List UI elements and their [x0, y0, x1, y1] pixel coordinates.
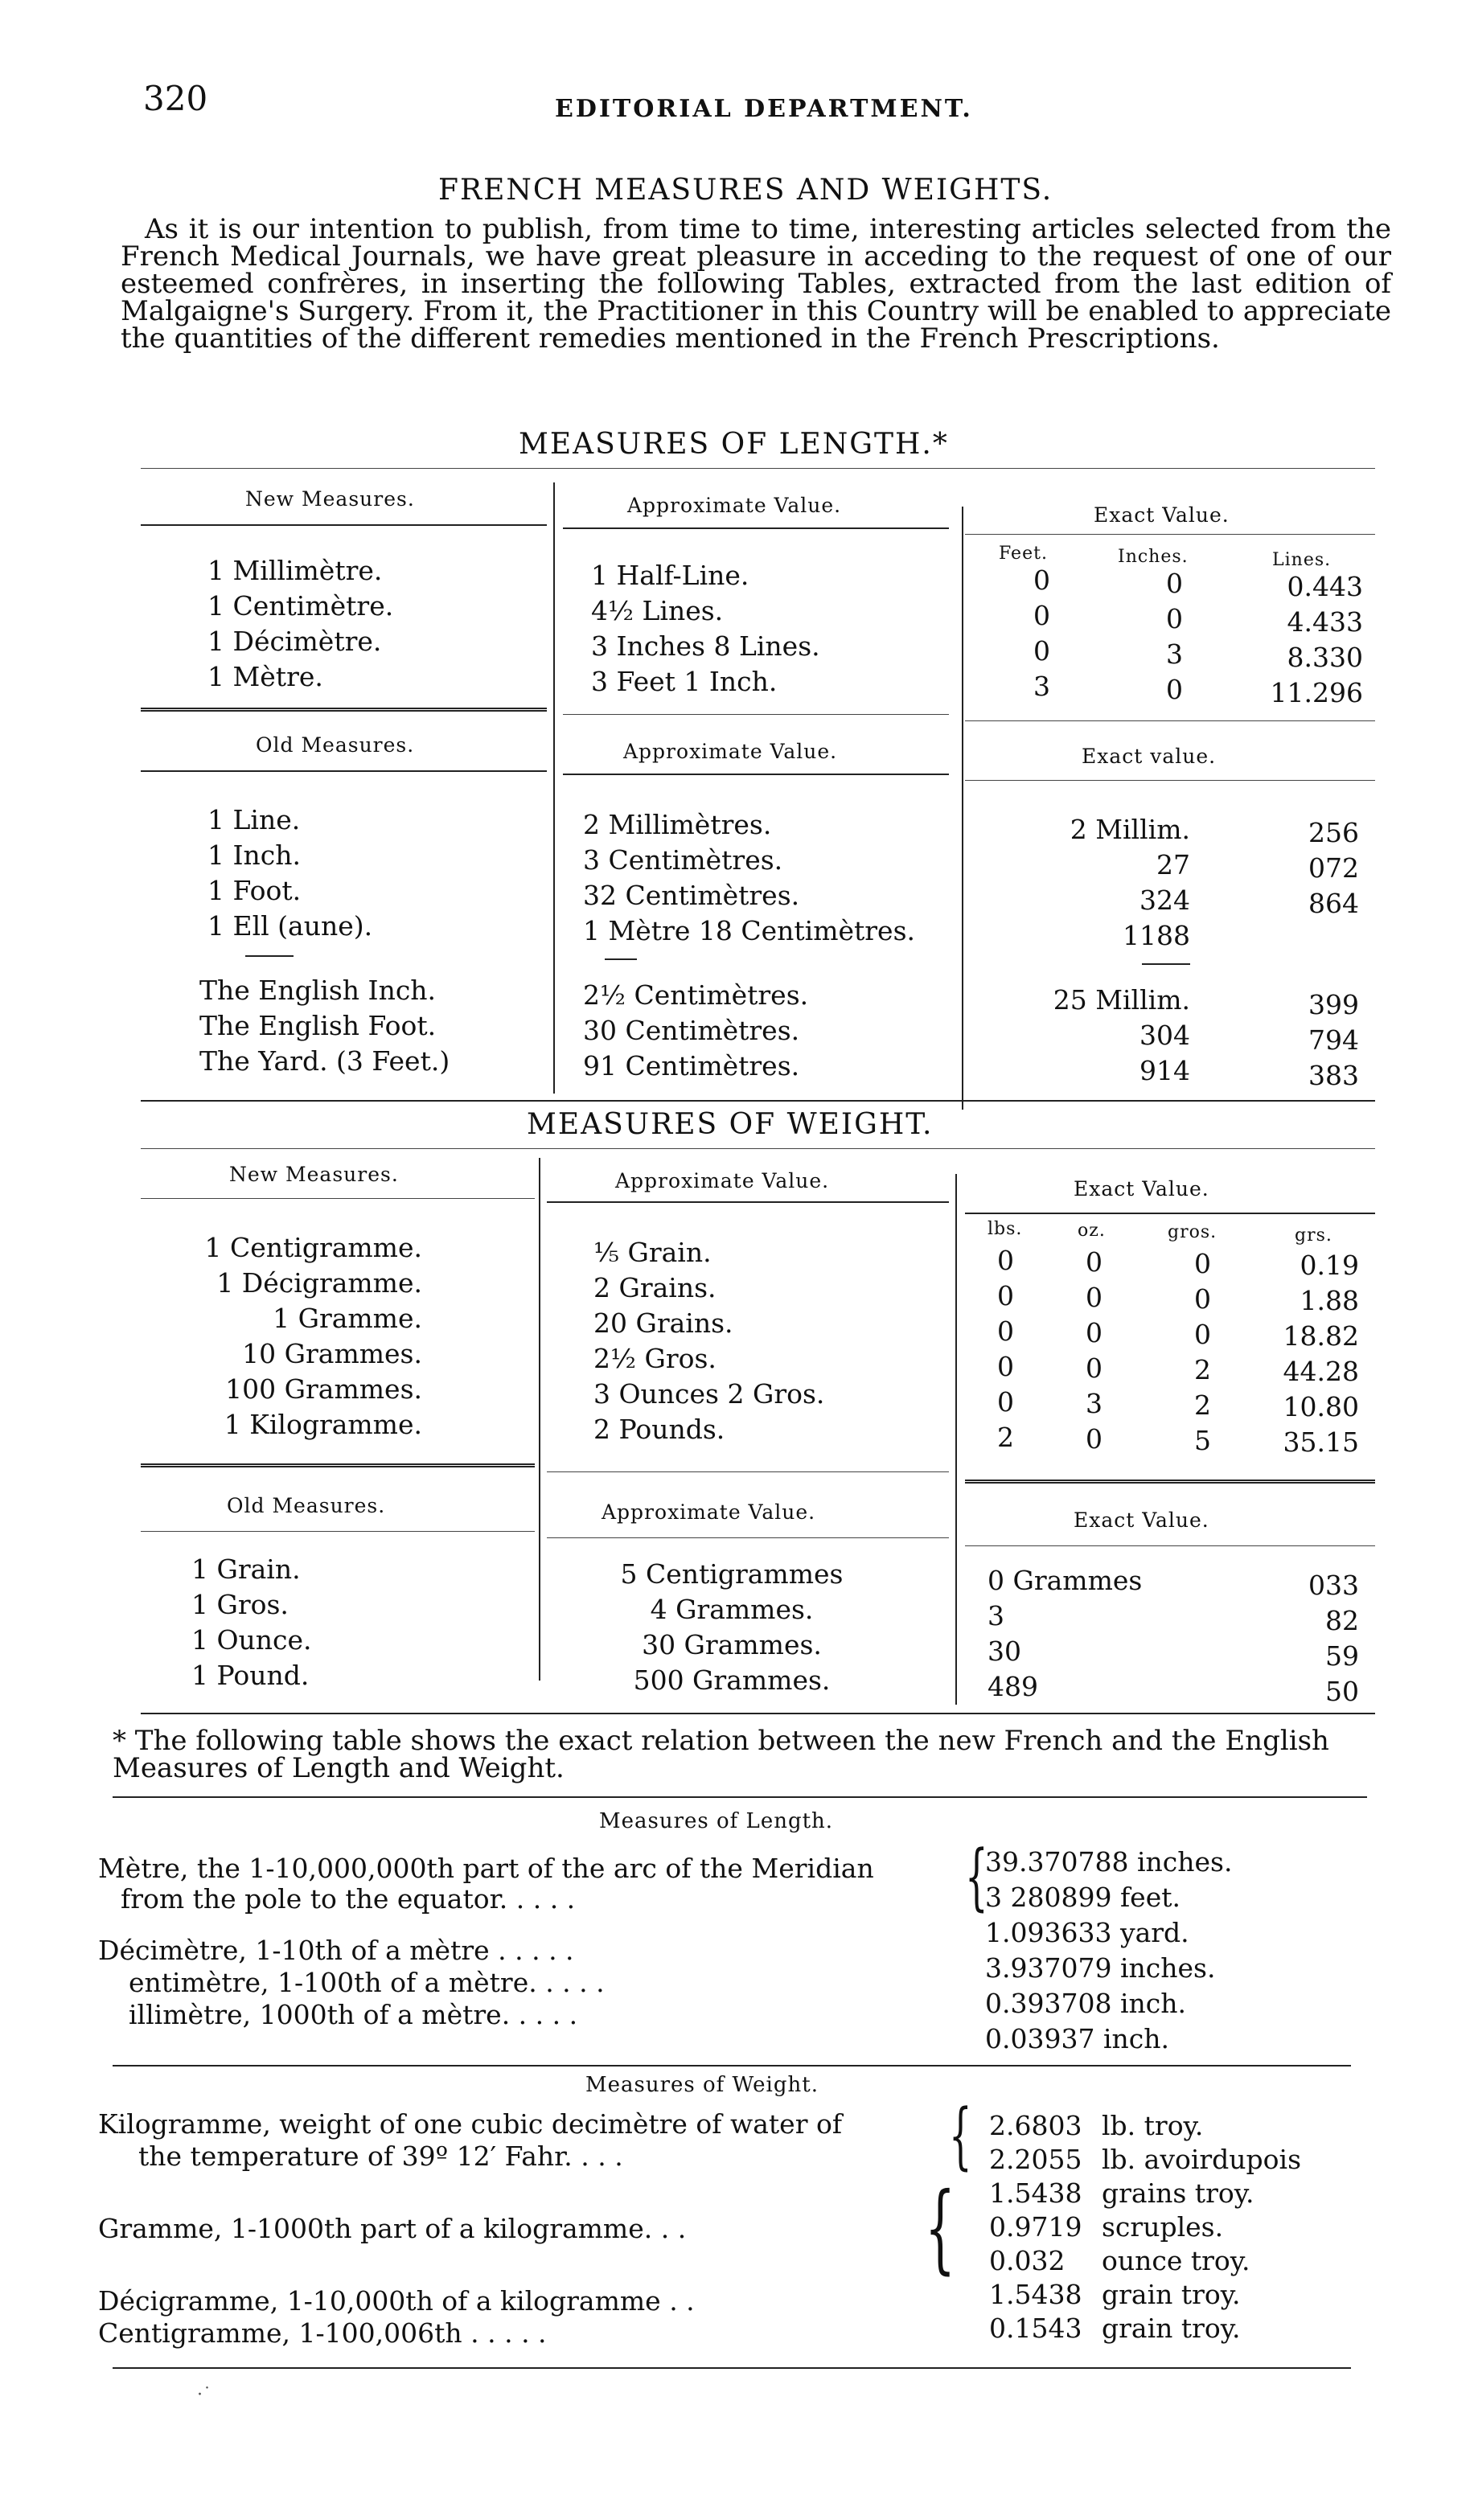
list-item: 1 Foot. — [207, 875, 302, 906]
list-item: 1.88 — [1300, 1285, 1359, 1316]
list-item: 18.82 — [1283, 1320, 1359, 1352]
length-sub-feet: Feet. — [999, 544, 1048, 564]
list-item: 0 — [1166, 603, 1183, 634]
list-item: 864 — [1308, 888, 1359, 919]
list-item: 11.296 — [1270, 677, 1363, 708]
value-unit: grain troy. — [1102, 2313, 1241, 2344]
stray-mark: ·˙ — [197, 2385, 211, 2405]
list-item — [985, 1952, 1232, 1988]
rel-weight-brace-2: { — [925, 2173, 956, 2284]
rel-weight-heading: Measures of Weight. — [585, 2073, 819, 2097]
list-item: 44.28 — [1283, 1356, 1359, 1387]
list-item: 27 — [1156, 849, 1190, 880]
list-item: 0 — [997, 1386, 1014, 1418]
list-item: 1 Mètre 18 Centimètres. — [583, 915, 915, 946]
list-item — [985, 1846, 1232, 1882]
list-item: 383 — [1308, 1060, 1359, 1091]
weight-grs-col — [1263, 1248, 1359, 1460]
list-item: 0 — [1086, 1423, 1102, 1455]
length-english-names — [199, 973, 450, 1079]
list-item: 0 — [1166, 568, 1183, 599]
list-item: 0 — [1194, 1248, 1211, 1279]
list-item: 1 Ell (aune). — [207, 910, 373, 942]
weight-approx-head: Approximate Value. — [615, 1169, 830, 1192]
list-item: 4 Grammes. — [650, 1594, 814, 1625]
value-unit: grain troy. — [1102, 2279, 1241, 2310]
rel-length-line-4: entimètre, 1-100th of a mètre. . . . . — [129, 1967, 605, 1998]
list-item: 3 Inches 8 Lines. — [591, 630, 820, 662]
list-item: 3 — [1166, 638, 1183, 670]
list-item: 3 Centimètres. — [583, 844, 783, 876]
rel-length-heading: Measures of Length. — [599, 1809, 834, 1833]
list-item: The English Foot. — [199, 1010, 437, 1041]
list-item: 3 — [988, 1600, 1004, 1631]
length-heading: MEASURES OF LENGTH.* — [519, 428, 949, 461]
list-item: 072 — [1308, 852, 1359, 884]
weight-old-approx-head: Approximate Value. — [602, 1500, 816, 1524]
rel-weight-line-4: Décigramme, 1-10,000th of a kilogramme . . — [98, 2285, 695, 2317]
list-item: 2 Millim. — [1070, 814, 1190, 845]
rel-weight-brace-1: { — [949, 2094, 972, 2178]
length-old-approx-head: Approximate Value. — [623, 740, 838, 763]
list-item: 10 Grammes. — [242, 1338, 422, 1369]
list-item: 2 Grains. — [593, 1272, 717, 1303]
value-num: 0.03937 — [985, 2023, 1095, 2054]
list-item: 2½ Centimètres. — [583, 979, 809, 1011]
list-item: 91 Centimètres. — [583, 1050, 800, 1081]
list-item: 0 — [1194, 1319, 1211, 1350]
list-item: 30 Grammes. — [642, 1629, 822, 1660]
list-item: 82 — [1325, 1605, 1359, 1636]
list-item — [989, 2144, 1301, 2177]
list-item — [989, 2313, 1301, 2346]
list-item — [989, 2211, 1301, 2245]
list-item: 25 Millim. — [1053, 984, 1190, 1016]
length-old-head: Old Measures. — [256, 733, 415, 757]
list-item: 0 — [1033, 600, 1050, 631]
list-item: 1 Centimètre. — [207, 590, 394, 622]
list-item: 8.330 — [1287, 642, 1363, 673]
list-item: 2 — [1194, 1354, 1211, 1385]
list-item: 32 Centimètres. — [583, 880, 800, 911]
list-item: 1 Line. — [207, 804, 301, 835]
value-unit: lb. avoirdupois — [1102, 2144, 1302, 2175]
list-item: 20 Grains. — [593, 1307, 733, 1339]
list-item: 399 — [1308, 989, 1359, 1020]
list-item: 1 Half-Line. — [591, 560, 749, 591]
weight-gros-col — [1194, 1246, 1211, 1459]
weight-sub-lbs: lbs. — [988, 1219, 1023, 1239]
list-item: 1 Gramme. — [273, 1303, 422, 1334]
list-item — [989, 2177, 1301, 2211]
rel-weight-line-2: the temperature of 39º 12′ Fahr. . . . — [138, 2140, 623, 2172]
weight-old-exact-head: Exact Value. — [1074, 1508, 1209, 1532]
list-item — [989, 2245, 1301, 2279]
weight-heading: MEASURES OF WEIGHT. — [527, 1108, 934, 1141]
list-item: 0.443 — [1287, 571, 1363, 602]
value-num: 1.5438 — [989, 2279, 1082, 2310]
intro-text: As it is our intention to publish, from time to time, interesting articles selected from the French Medical Journals, we have great pleasure in acceding to the request of one of our esteemed confrères, in inserting the following Tables, extracted from the last edition of Malgaigne's Surgery. From it, the Practitioner in this Country will be enabled to appreciate the quantities of the different remedies mentioned in the French Prescriptions. — [121, 213, 1391, 355]
value-num: 0.9719 — [989, 2211, 1082, 2243]
list-item: 1 Kilogramme. — [224, 1409, 422, 1440]
length-old-approx — [583, 807, 915, 949]
rel-weight-values — [989, 2110, 1301, 2346]
value-num: 1.5438 — [989, 2177, 1082, 2209]
list-item: 0 — [997, 1351, 1014, 1382]
weight-new-head: New Measures. — [229, 1163, 399, 1186]
value-unit: inches. — [1119, 1952, 1216, 1984]
length-sub-lines: Lines. — [1272, 550, 1332, 570]
weight-old-exact-b — [1271, 1568, 1359, 1709]
length-new-names — [207, 553, 393, 695]
list-item: 304 — [1139, 1020, 1190, 1051]
list-item: 59 — [1325, 1640, 1359, 1672]
list-item: 3 Ounces 2 Gros. — [593, 1378, 825, 1410]
list-item: 1 Décigramme. — [216, 1267, 422, 1299]
list-item: 0 — [1086, 1317, 1102, 1348]
value-num: 0.032 — [989, 2245, 1066, 2276]
list-item: 0 — [1166, 674, 1183, 705]
value-unit: feet. — [1119, 1882, 1181, 1913]
list-item — [1271, 921, 1359, 957]
list-item: 794 — [1308, 1024, 1359, 1056]
list-item: ⅕ Grain. — [593, 1237, 712, 1268]
value-num: 3 280899 — [985, 1882, 1112, 1913]
list-item: 1 Pound. — [191, 1660, 310, 1691]
list-item: 0 — [1033, 564, 1050, 596]
list-item: 0 — [997, 1315, 1014, 1347]
value-num: 1.093633 — [985, 1917, 1112, 1948]
length-new-approx — [591, 558, 820, 700]
list-item: The Yard. (3 Feet.) — [199, 1045, 450, 1077]
length-approx-head: Approximate Value. — [627, 494, 842, 517]
rel-length-line-1: Mètre, the 1-10,000,000th part of the arc of the Meridian — [98, 1853, 874, 1884]
value-unit: scruples. — [1102, 2211, 1224, 2243]
list-item: 1 Millimètre. — [207, 555, 383, 586]
page-number: 320 — [143, 79, 208, 118]
list-item: 5 — [1194, 1425, 1211, 1456]
rel-length-line-3: Décimètre, 1-10th of a mètre . . . . . — [98, 1935, 574, 1966]
list-item: 1 Centigramme. — [204, 1232, 422, 1263]
list-item: 35.15 — [1283, 1426, 1359, 1458]
list-item: 3 — [1033, 671, 1050, 702]
list-item: 033 — [1308, 1570, 1359, 1601]
rel-length-line-5: illimètre, 1000th of a mètre. . . . . — [129, 1999, 578, 2030]
list-item: 2 — [997, 1422, 1014, 1453]
length-old-exact-head: Exact value. — [1082, 745, 1217, 768]
value-num: 2.6803 — [989, 2110, 1082, 2141]
length-inches-col — [1166, 566, 1183, 708]
value-unit: grains troy. — [1102, 2177, 1254, 2209]
intro-paragraph — [121, 213, 1391, 355]
list-item: 4.433 — [1287, 606, 1363, 638]
list-item: 324 — [1139, 884, 1190, 916]
list-item: 30 — [988, 1636, 1021, 1667]
list-item: 0 — [997, 1245, 1014, 1276]
list-item: 0 Grammes — [988, 1565, 1143, 1596]
value-num: 0.393708 — [985, 1988, 1112, 2019]
length-old-exact-a — [997, 812, 1190, 954]
value-num: 3.937079 — [985, 1952, 1112, 1984]
list-item: 256 — [1308, 817, 1359, 848]
list-item: 1 Ounce. — [191, 1624, 312, 1656]
length-new-head: New Measures. — [245, 487, 415, 511]
list-item — [989, 2110, 1301, 2144]
list-item — [989, 2279, 1301, 2313]
list-item: 10.80 — [1283, 1391, 1359, 1422]
value-unit: yard. — [1119, 1917, 1189, 1948]
list-item: 100 Grammes. — [225, 1373, 422, 1405]
weight-new-names — [157, 1230, 422, 1443]
rel-weight-line-1: Kilogramme, weight of one cubic decimètre of water of — [98, 2108, 843, 2140]
weight-sub-grs: grs. — [1295, 1225, 1332, 1246]
value-unit: inch. — [1119, 1988, 1187, 2019]
list-item: 0 — [1086, 1352, 1102, 1384]
weight-old-exact-a — [988, 1563, 1142, 1705]
rel-weight-line-3: Gramme, 1-1000th part of a kilogramme. . . — [98, 2213, 687, 2244]
list-item: 500 Grammes. — [633, 1664, 831, 1696]
list-item: 2 Pounds. — [593, 1414, 725, 1445]
length-sub-inches: Inches. — [1118, 547, 1189, 567]
list-item: 30 Centimètres. — [583, 1015, 800, 1046]
weight-sub-gros: gros. — [1168, 1222, 1217, 1242]
list-item: The English Inch. — [199, 975, 437, 1006]
article-title: FRENCH MEASURES AND WEIGHTS. — [438, 174, 1053, 207]
list-item: 0.19 — [1300, 1250, 1359, 1281]
list-item: 1188 — [1123, 920, 1190, 951]
weight-exact-head: Exact Value. — [1074, 1177, 1209, 1200]
footnote: * The following table shows the exact relation between the new French and the English Measures of Length and Weight. — [113, 1725, 1329, 1784]
length-english-exact-b — [1271, 987, 1359, 1094]
value-num: 2.2055 — [989, 2144, 1082, 2175]
weight-new-approx — [593, 1235, 824, 1447]
list-item — [985, 1882, 1232, 1917]
weight-old-names — [191, 1552, 312, 1693]
length-lines-col — [1263, 569, 1363, 711]
list-item: 4½ Lines. — [591, 595, 724, 626]
value-unit: ounce troy. — [1102, 2245, 1250, 2276]
list-item — [985, 1917, 1232, 1952]
list-item: 1 Décimètre. — [207, 626, 382, 657]
list-item: 0 — [1194, 1283, 1211, 1315]
value-num: 39.370788 — [985, 1846, 1129, 1878]
length-exact-head: Exact Value. — [1094, 503, 1230, 527]
list-item: 2 — [1194, 1389, 1211, 1421]
value-unit: lb. troy. — [1102, 2110, 1204, 2141]
list-item: 0 — [1033, 635, 1050, 667]
length-english-exact-a — [997, 983, 1190, 1089]
rel-weight-line-5: Centigramme, 1-100,006th . . . . . — [98, 2317, 547, 2349]
list-item: 50 — [1325, 1676, 1359, 1707]
list-item — [985, 1988, 1232, 2023]
list-item: 3 — [1086, 1388, 1102, 1419]
list-item: 1 Inch. — [207, 839, 301, 871]
value-unit: inches. — [1136, 1846, 1233, 1878]
list-item: 0 — [997, 1280, 1014, 1311]
length-feet-col — [1033, 563, 1050, 704]
weight-old-head: Old Measures. — [227, 1494, 386, 1517]
list-item: 1 Gros. — [191, 1589, 289, 1620]
value-num: 0.1543 — [989, 2313, 1082, 2344]
length-old-names — [207, 802, 372, 944]
list-item: 2 Millimètres. — [583, 809, 772, 840]
list-item: 0 — [1086, 1282, 1102, 1313]
list-item: 2½ Gros. — [593, 1343, 717, 1374]
list-item: 3 Feet 1 Inch. — [591, 666, 778, 697]
rel-length-values — [985, 1846, 1232, 2058]
list-item: 914 — [1139, 1055, 1190, 1086]
weight-lbs-col — [997, 1243, 1014, 1455]
weight-old-approx — [571, 1557, 893, 1698]
rel-length-brace: { — [965, 1835, 988, 1919]
weight-oz-col — [1086, 1245, 1102, 1457]
list-item: 1 Grain. — [191, 1553, 301, 1585]
list-item: 1 Mètre. — [207, 661, 323, 692]
running-head: EDITORIAL DEPARTMENT. — [555, 95, 973, 123]
list-item: 0 — [1086, 1246, 1102, 1278]
length-old-exact-b — [1271, 815, 1359, 957]
length-english-approx — [583, 978, 808, 1084]
weight-sub-oz: oz. — [1078, 1221, 1106, 1241]
list-item — [985, 2023, 1232, 2058]
list-item: 489 — [988, 1671, 1038, 1702]
rel-length-line-2: from the pole to the equator. . . . . — [121, 1883, 576, 1915]
list-item: 5 Centigrammes — [620, 1558, 844, 1590]
value-unit: inch. — [1102, 2023, 1170, 2054]
